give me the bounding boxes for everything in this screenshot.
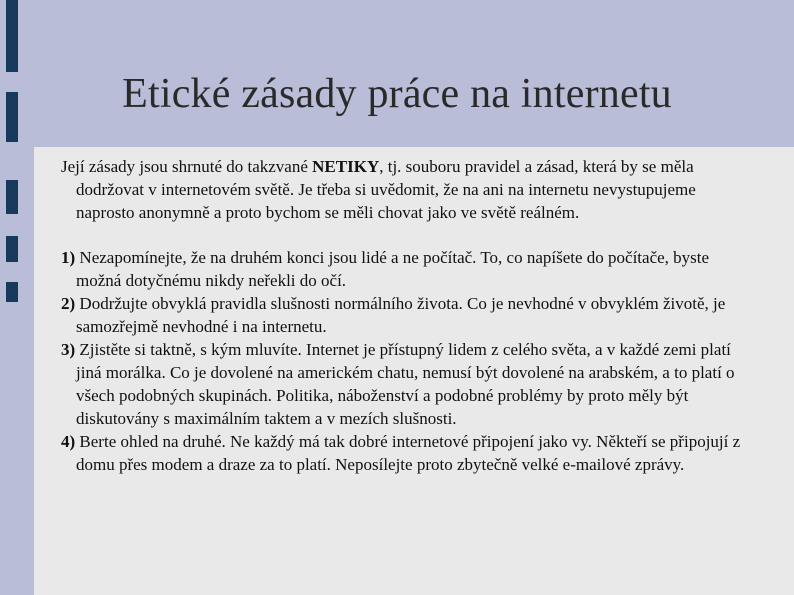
rule-item — [61, 338, 741, 430]
rule-item — [61, 430, 741, 476]
slide-title: Etické zásady práce na internetu — [122, 71, 672, 117]
rule-number: 4) — [61, 432, 76, 451]
rule-item — [61, 292, 741, 338]
rule-text: Nezapomínejte, že na druhém konci jsou lidé a ne počítač. To, co napíšete do počítače, byste možná dotyčnému nikdy neřekli do očí. — [75, 248, 710, 290]
decoration-bar — [6, 180, 18, 214]
slide-body — [61, 155, 741, 476]
rule-number: 3) — [61, 340, 76, 359]
rule-text: Dodržujte obvyklá pravidla slušnosti normálního života. Co je nevhodné v obvyklém životě, je samozřejmě nevhodné i na internetu. — [75, 294, 726, 336]
decoration-bar — [6, 0, 18, 72]
intro-paragraph — [61, 155, 741, 224]
rule-text: Zjistěte si taktně, s kým mluvíte. Internet je přístupný lidem z celého světa, a v každé zemi platí jiná morálka. Co je dovolené na americkém chatu, nemusí být dovolené na arabském, a to platí o všech podobných skupinách. Politika, náboženství a podobné problémy by proto měly být diskutovány s maximálním taktem a v mezích slušnosti. — [75, 340, 735, 428]
intro-text-after: , tj. souboru pravidel a zásad, která by se měla dodržovat v internetovém světě. Je třeba si uvědomit, že na ani na internetu nevystupujeme naprosto anonymně a proto bychom se měli chovat jako ve světě reálném. — [76, 157, 696, 222]
intro-text-before: Její zásady jsou shrnuté do takzvané — [61, 157, 313, 176]
decoration-bar — [6, 282, 18, 302]
rule-text: Berte ohled na druhé. Ne každý má tak dobré internetové připojení jako vy. Někteří se připojují z domu přes modem a draze za to platí. Neposílejte proto zbytečně velké e-mailové zprávy. — [75, 432, 741, 474]
netiquette-term: NETIKY — [312, 157, 380, 176]
rule-number: 1) — [61, 248, 76, 267]
rule-item — [61, 246, 741, 292]
rule-number: 2) — [61, 294, 76, 313]
decoration-bar — [6, 236, 18, 262]
